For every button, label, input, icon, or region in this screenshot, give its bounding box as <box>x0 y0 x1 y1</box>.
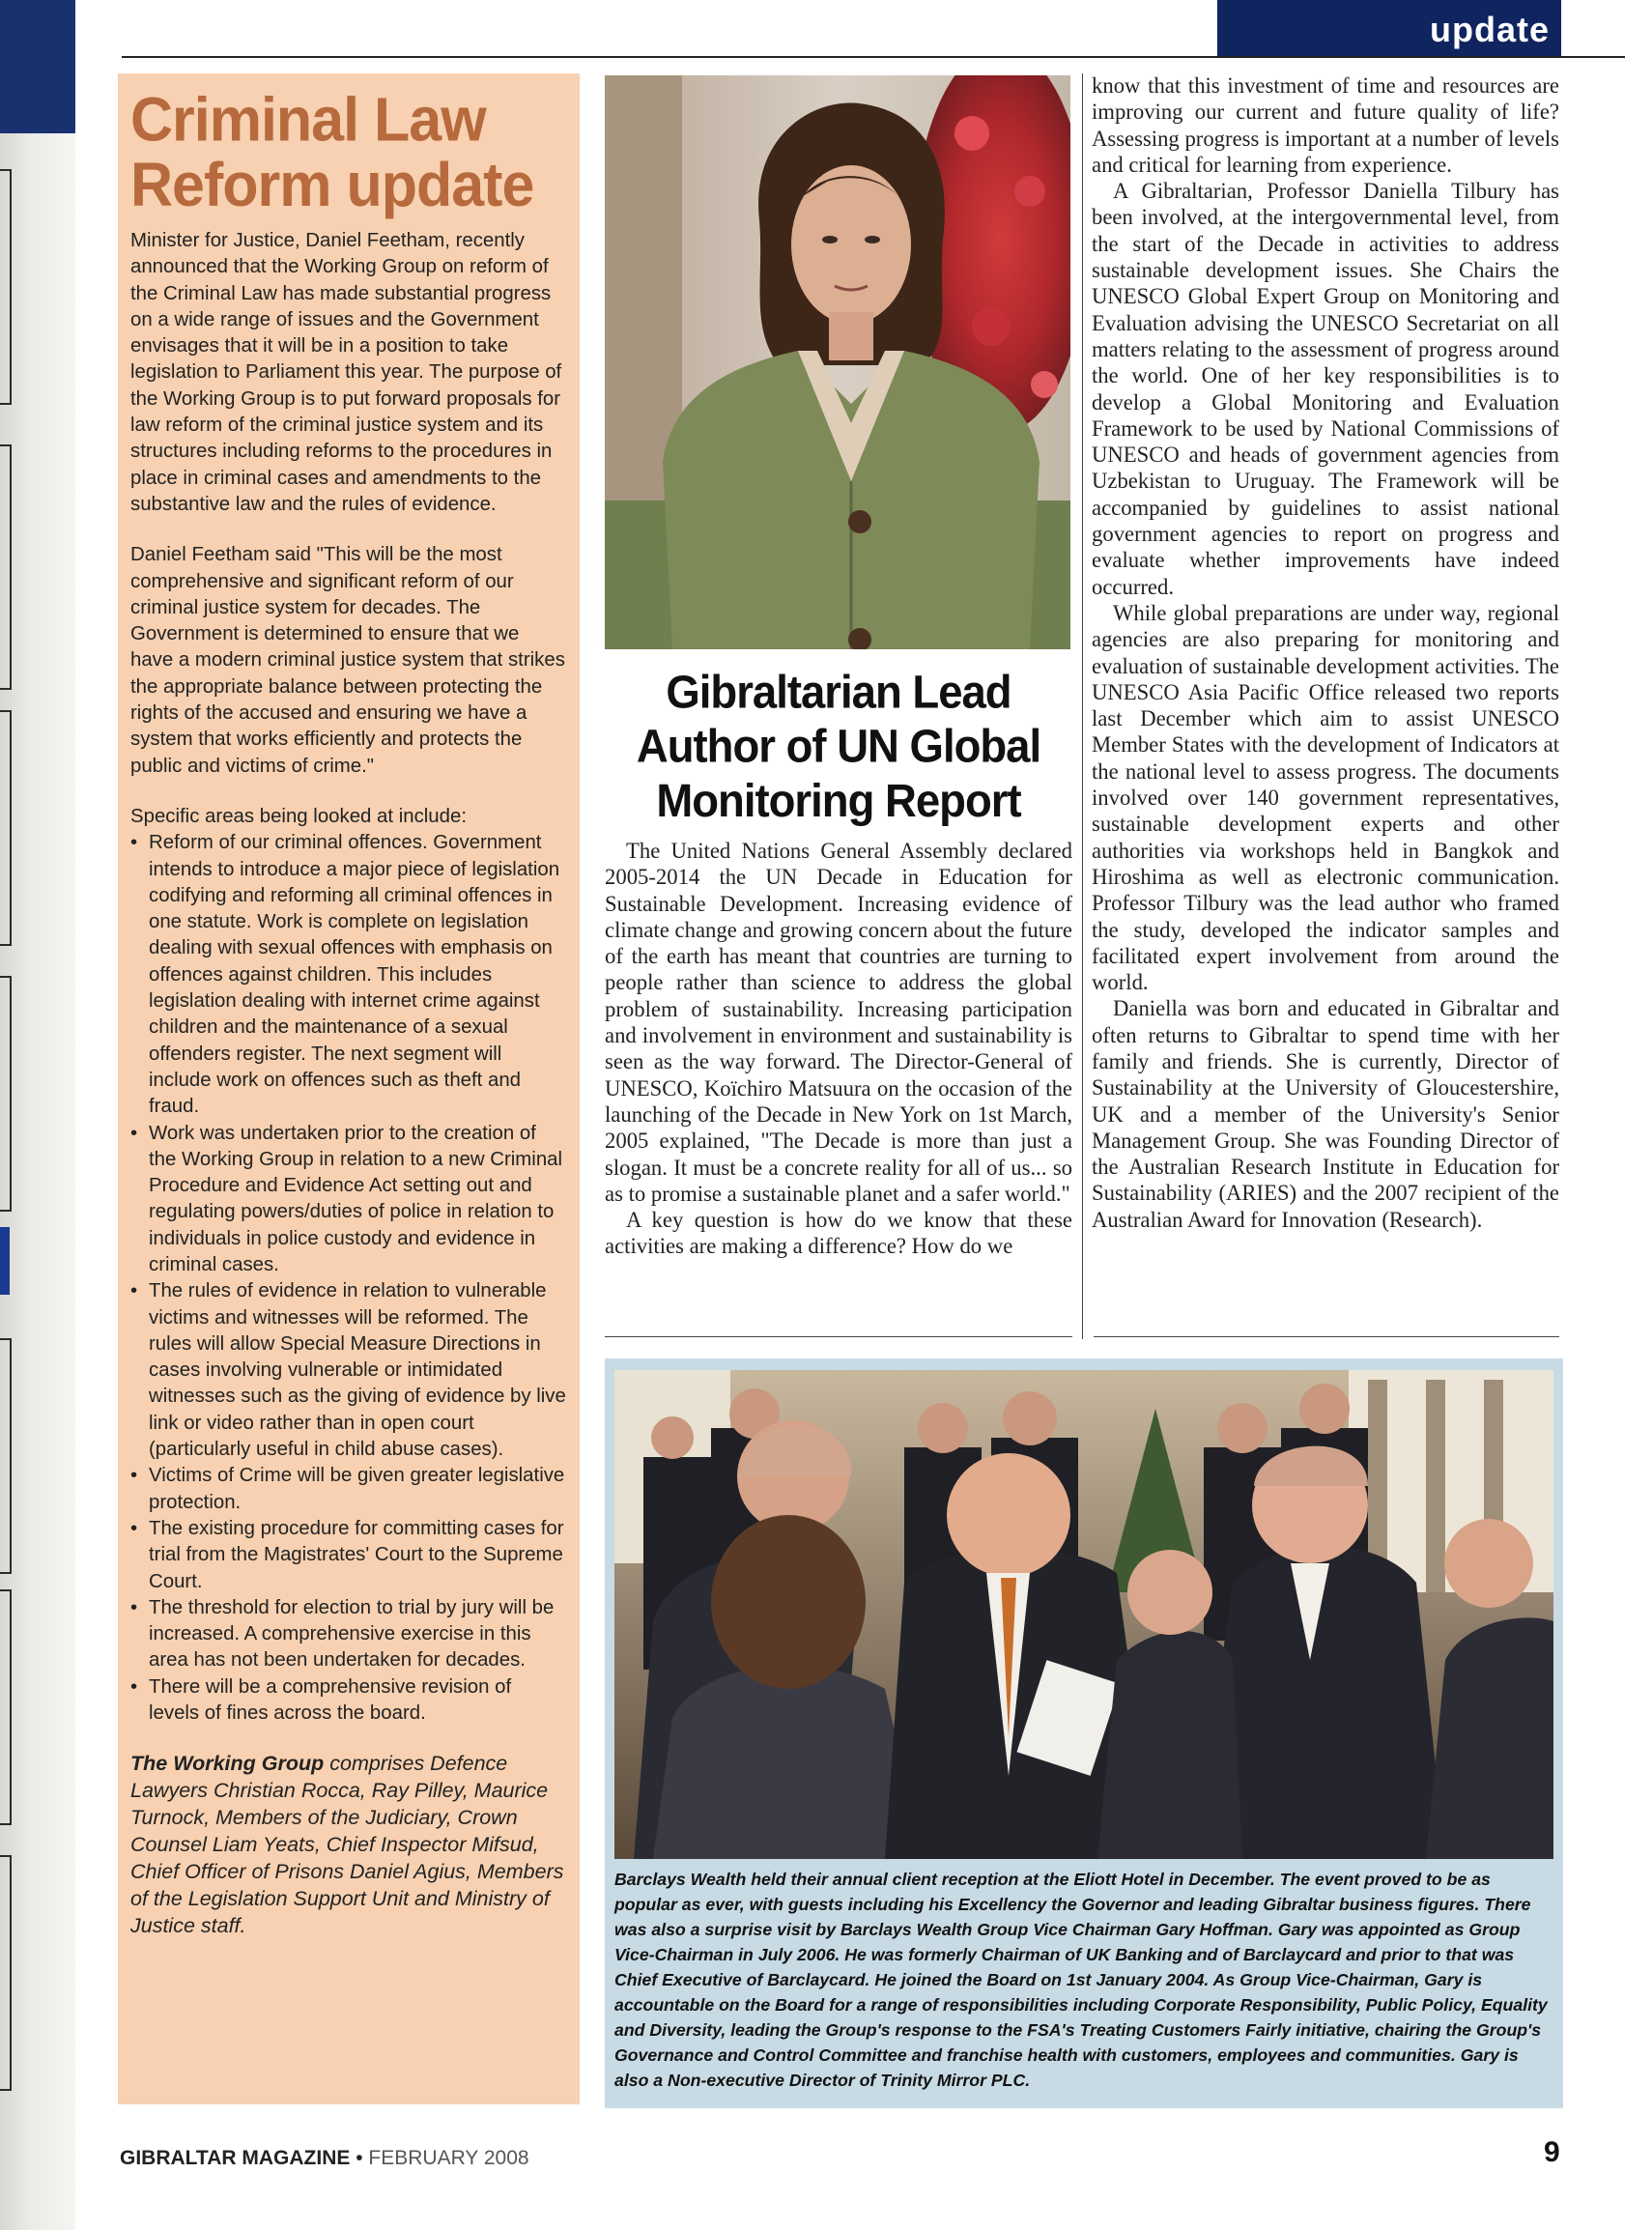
event-photo <box>614 1370 1553 1859</box>
working-group-lead: The Working Group <box>130 1752 325 1776</box>
list-item: • Work was undertaken prior to the creation of the Working Group in relation to a new Criminal Procedure and Evidence Act setting out and regulating powers/duties of police in relation to individuals in police custody and evidence in criminal cases. <box>130 1121 566 1279</box>
footer-separator: • <box>356 2147 363 2169</box>
section-tab: update <box>1217 0 1561 56</box>
working-group-text: comprises Defence Lawyers Christian Rocca, Ray Pilley, Maurice Turnock, Members of the Judiciary, Crown Counsel Liam Yeats, Chief Inspector Mifsud, Chief Officer of Prisons Daniel Agius, Members of the Legislation Support Unit and Ministry of Justice staff. <box>130 1752 564 1938</box>
article-paragraph: know that this investment of time and resources are improving our current and future quality of life? Assessing progress is important at a number of levels and critical for learning from experience. <box>1092 73 1559 177</box>
article-column-left <box>605 838 1072 1260</box>
portrait-photo <box>605 75 1070 649</box>
list-item: • The rules of evidence in relation to vulnerable victims and witnesses will be reformed. The rules will allow Special Measure Directions in cases involving vulnerable or intimidated witnesses such as the giving of evidence by live link or video rather than in open court (particularly useful in child abuse cases). <box>130 1278 566 1463</box>
sidebar-title: Criminal Law Reform update <box>130 84 534 219</box>
column-end-rule <box>1094 1336 1559 1337</box>
article-paragraph: A key question is how do we know that these activities are making a difference? How do we <box>605 1208 1072 1259</box>
list-item: • There will be a comprehensive revision of levels of fines across the board. <box>130 1674 566 1728</box>
sidebar-paragraph: Daniel Feetham said "This will be the most comprehensive and significant reform of our criminal justice system for decades. The Government is determined to ensure that we have a modern criminal justice system that strikes the appropriate balance between protecting the rights of the accused and ensuring we have a system that works efficiently and protects the public and victims of crime." <box>130 544 565 777</box>
article-paragraph: While global preparations are under way, regional agencies are also preparing for monitoring and evaluation of sustainable development activities. The UNESCO Asia Pacific Office released two reports last December which aim to assist UNESCO Member States with the development of Indicators at the national level to assess progress. The documents involved over 140 government representatives, sustainable development experts and other authorities via workshops held in Bangkok and Hiroshima as well as electronic communication. Professor Tilbury was the lead author who framed the study, developed the indicator samples and facilitated expert involvement from around the world. <box>1092 600 1559 995</box>
list-item: • The existing procedure for committing cases for trial from the Magistrates' Court to the Supreme Court. <box>130 1516 566 1595</box>
sidebar-bullet-list <box>130 830 566 1727</box>
list-item: • The threshold for election to trial by jury will be increased. A comprehensive exercise in this area has not been undertaken for decades. <box>130 1595 566 1674</box>
page-number: 9 <box>1544 2136 1560 2168</box>
sidebar-box <box>118 73 580 2104</box>
list-item: • Victims of Crime will be given greater legislative protection. <box>130 1463 566 1516</box>
page-footer <box>120 2147 529 2170</box>
article-paragraph: A Gibraltarian, Professor Daniella Tilbury has been involved, at the intergovernmental level, from the start of the Decade in activities to address sustainable development issues. She Chairs the UNESCO Global Expert Group on Monitoring and Evaluation advising the UNESCO Secretariat on all matters relating to the assessment of progress around the world. One of her key responsibilities is to develop a Global Monitoring and Evaluation Framework to be used by National Commissions of UNESCO and heads of government agencies from Uzbekistan to Uruguay. The Framework will be accompanied by guidelines to assist national government agencies to report on progress and evaluate whether improvements have indeed occurred. <box>1092 179 1559 599</box>
sidebar-list-intro: Specific areas being looked at include: <box>130 805 467 827</box>
header-rule <box>122 56 1625 58</box>
working-group-note <box>130 1750 566 1939</box>
sidebar-paragraph: Minister for Justice, Daniel Feetham, recently announced that the Working Group on reform of the Criminal Law has made substantial progress on a wide range of issues and the Government envisages that it will be in a position to take legislation to Parliament this year. The purpose of the Working Group is to put forward proposals for law reform of the criminal justice system and its structures including reforms to the procedures in place in criminal cases and amendments to the substantive law and the rules of evidence. <box>130 230 562 515</box>
list-item: • Reform of our criminal offences. Government intends to introduce a major piece of legislation codifying and reforming all criminal offences in one statute. Work is complete on legislation dealing with sexual offences with emphasis on offences against children. This includes legislation dealing with internet crime against children and the maintenance of a sexual offenders register. The next segment will include work on offences such as theft and fraud. <box>130 830 566 1120</box>
article-headline: Gibraltarian Lead Author of UN Global Monitoring Report <box>636 666 1041 827</box>
binding-color-mark <box>0 1227 10 1295</box>
column-end-rule <box>605 1336 1072 1337</box>
article-column-right <box>1092 72 1559 1233</box>
photo-caption: Barclays Wealth held their annual client reception at the Eliott Hotel in December. The event proved to be as popular as ever, with guests including his Excellency the Governor and leading Gibraltar business figures. There was also a surprise visit by Barclays Wealth Group Vice Chairman Gary Hoffman. Gary was appointed as Group Vice-Chairman in July 2006. He was formerly Chairman of UK Banking and of Barclaycard and prior to that was Chief Executive of Barclaycard. He joined the Board on 1st January 2004. As Group Vice-Chairman, Gary is accountable on the Board for a range of responsibilities including Corporate Responsibility, Public Policy, Equality and Diversity, leading the Group's response to the FSA's Treating Customers Fairly initiative, chairing the Group's Governance and Control Committee and franchise health with customers, employees and communities. Gary is also a Non-executive Director of Trinity Mirror PLC. <box>614 1870 1548 2090</box>
column-divider <box>1082 73 1083 1339</box>
issue-date: FEBRUARY 2008 <box>368 2147 529 2169</box>
article-paragraph: The United Nations General Assembly declared 2005-2014 the UN Decade in Education for Sustainable Development. Increasing evidence of climate change and growing concern about the future of the earth has meant that countries are turning to people rather than science to address the global problem of sustainability. Increasing participation and involvement in environment and sustainability is seen as the way forward. The Director-General of UNESCO, Koïchiro Matsuura on the occasion of the launching of the Decade in New York on 1st March, 2005 explained, "The Decade is more than just a slogan. It must be a concrete reality for all of us... so as to promise a sustainable planet and a safer world." <box>605 839 1072 1206</box>
magazine-name: GIBRALTAR MAGAZINE <box>120 2147 351 2169</box>
page-binding-edge <box>0 0 75 2230</box>
article-paragraph: Daniella was born and educated in Gibraltar and often returns to Gibraltar to spend time with her family and friends. She is currently, Director of Sustainability at the University of Gloucestershire, UK and a member of the University's Senior Management Group. She was Founding Director of the Australian Research Institute in Education for Sustainability (ARIES) and the 2007 recipient of the Australian Award for Innovation (Research). <box>1092 996 1559 1232</box>
binding-color-block <box>0 0 75 133</box>
